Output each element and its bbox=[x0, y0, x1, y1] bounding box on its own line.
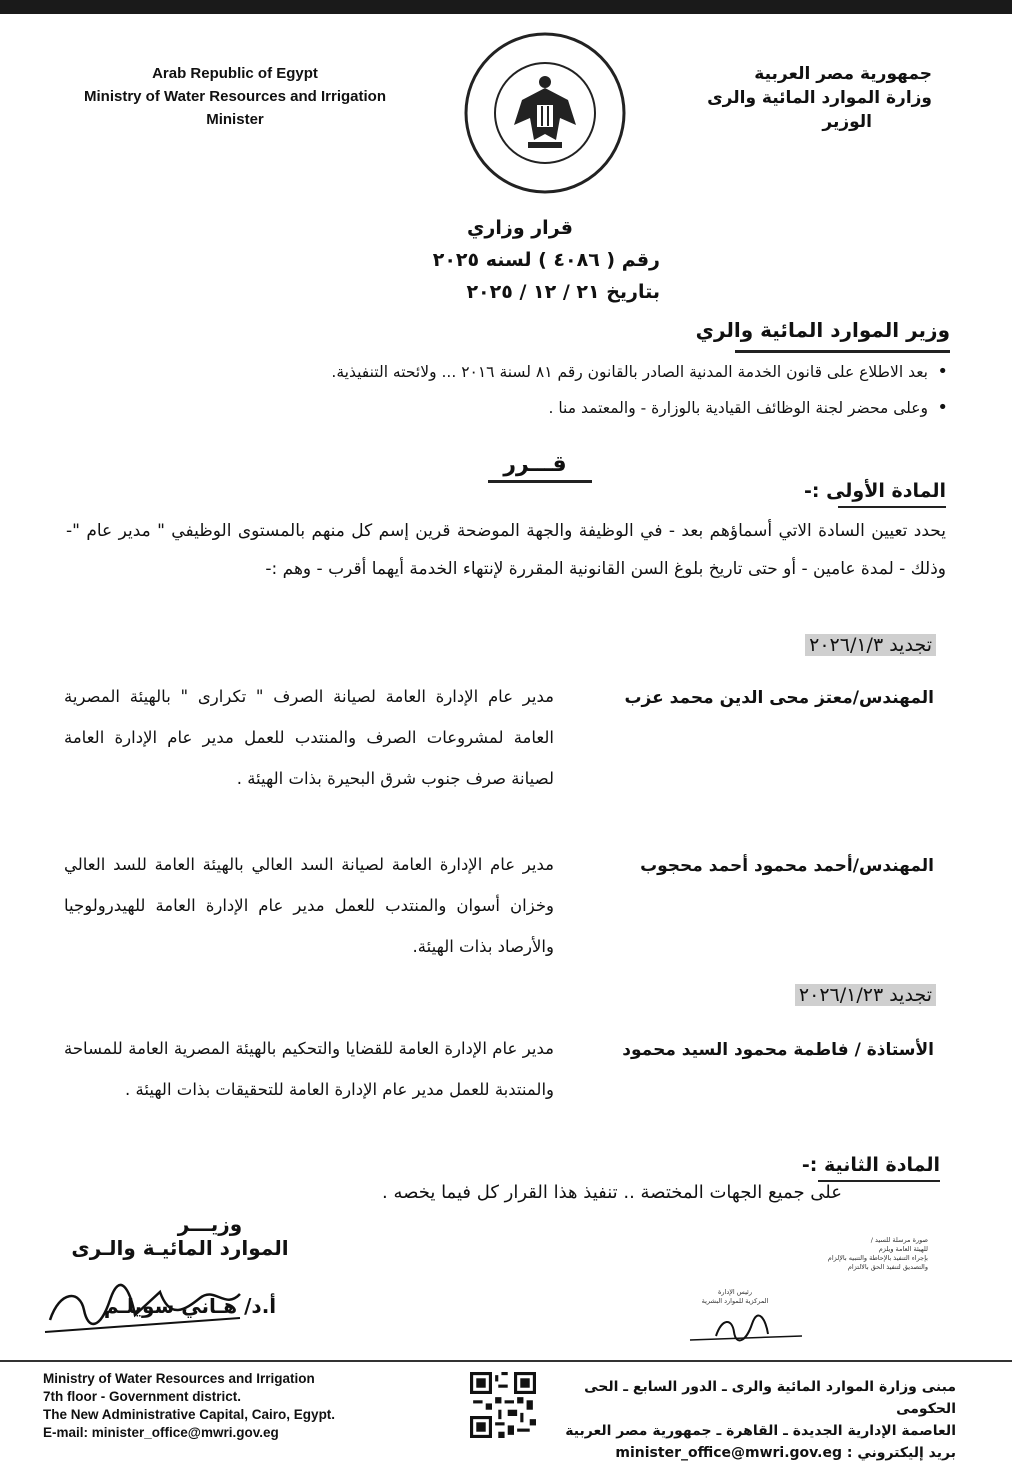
decree-heading: قرار وزاري bbox=[467, 217, 573, 239]
ministry-seal-icon bbox=[462, 30, 628, 196]
appointee-position: مدير عام الإدارة العامة لصيانة الصرف " تكرارى " بالهيئة المصرية العامة لمشروعات الصرف والمنتدب للعمل مدير عام الإدارة العامة لصيانة صرف جنوب شرق البحيرة بذات الهيئة . bbox=[64, 687, 554, 788]
appointee-position: مدير عام الإدارة العامة لصيانة السد العالي بالهيئة العامة للسد العالي وخزان أسوان والمنتدب للعمل مدير عام الإدارة العامة للهيدرولوجيا والأرصاد بذات الهيئة. bbox=[64, 855, 554, 956]
signer-title: وزيـــر bbox=[177, 1212, 243, 1236]
footer-building-ar: مبنى وزارة الموارد المائية والرى ـ الدور السابع ـ الحى الحكومى bbox=[584, 1379, 956, 1417]
footer-address-en bbox=[43, 1370, 383, 1442]
stamp-line: للهيئة العامة ويلزم bbox=[878, 1245, 928, 1253]
appointee-name: المهندس/معتز محى الدين محمد عزب bbox=[624, 688, 934, 708]
qr-code-icon bbox=[470, 1372, 536, 1438]
stamp-line: صورة مرسلة للسيد / bbox=[870, 1236, 928, 1244]
footer-floor: 7th floor - Government district. bbox=[43, 1389, 242, 1404]
footer-ministry: Ministry of Water Resources and Irrigation bbox=[43, 1371, 315, 1386]
divider bbox=[838, 506, 946, 508]
footer-email-ar: بريد إليكتروني : minister_office@mwri.gov.eg bbox=[615, 1445, 956, 1461]
arabic-letterhead bbox=[672, 62, 932, 134]
article-1-text: يحدد تعيين السادة الاتي أسماؤهم بعد - في الوظيفة والجهة الموضحة قرين إسم كل منهم بالمستوى الوظيفي " مدير عام "- وذلك - لمدة عامين - أو حتى تاريخ بلوغ السن القانونية المقررة لإنتهاء الخدمة أيهما أقرب - وهم :- bbox=[66, 521, 946, 579]
signer-name: أ.د/ هـاني سويلـم bbox=[103, 1294, 277, 1318]
initials-signature-icon bbox=[686, 1314, 806, 1348]
decree-number: رقم ( ٤٠٨٦ ) لسنه ٢٠٢٥ bbox=[432, 249, 660, 271]
country-name: Arab Republic of Egypt bbox=[152, 65, 318, 82]
stamp-line: رئيس الإدارة bbox=[717, 1288, 753, 1296]
footer-city-ar: العاصمة الإدارية الجديدة ـ القاهرة ـ جمهورية مصر العربية bbox=[565, 1423, 956, 1439]
appointee-name: المهندس/أحمد محمود أحمد محجوب bbox=[640, 856, 934, 876]
decree-date: بتاريخ ٢١ / ١٢ / ٢٠٢٥ bbox=[466, 281, 660, 303]
divider bbox=[735, 350, 950, 353]
handwritten-signature-icon bbox=[40, 1280, 250, 1340]
footer-divider bbox=[0, 1360, 1012, 1362]
article-2-heading: المادة الثانية :- bbox=[801, 1154, 940, 1176]
renewal-note bbox=[799, 632, 942, 658]
country-name-ar: جمهورية مصر العربية bbox=[754, 64, 932, 84]
decree-title bbox=[360, 212, 680, 308]
issuer-title: وزير الموارد المائية والري bbox=[695, 318, 950, 342]
divider bbox=[488, 480, 592, 483]
scan-top-border bbox=[0, 0, 1012, 14]
office-name: Minister bbox=[206, 111, 264, 128]
hr-stamp bbox=[690, 1288, 780, 1306]
appointee-position: مدير عام الإدارة العامة للقضايا والتحكيم بالهيئة المصرية العامة للمساحة والمنتدبة للعمل مدير عام الإدارة العامة للتحقيقات بذات الهيئة . bbox=[64, 1039, 554, 1099]
renewal-date: تجديد ٢٠٢٦/١/٣ bbox=[805, 634, 936, 656]
preamble-item: • بعد الاطلاع على قانون الخدمة المدنية الصادر بالقانون رقم ٨١ لسنة ٢٠١٦ ... ولائحته التنفيذية. bbox=[230, 354, 950, 390]
ministry-name: Ministry of Water Resources and Irrigation bbox=[84, 88, 386, 105]
article-1-heading: المادة الأولى :- bbox=[803, 480, 946, 502]
ministry-name-ar: وزارة الموارد المائية والرى bbox=[707, 88, 932, 108]
stamp-line: والتصديق لتنفيذ الحق بالالتزام bbox=[847, 1263, 928, 1271]
appointee-name: الأستاذة / فاطمة محمود السيد محمود bbox=[622, 1040, 934, 1060]
signer-ministry: الموارد المائيـة والـرى bbox=[71, 1236, 289, 1260]
preamble-item: • وعلى محضر لجنة الوظائف القيادية بالوزارة - والمعتمد منا . bbox=[230, 390, 950, 426]
english-letterhead bbox=[80, 62, 390, 131]
footer-city: The New Administrative Capital, Cairo, Egypt. bbox=[43, 1407, 336, 1422]
article-2-text: على جميع الجهات المختصة .. تنفيذ هذا القرار كل فيما يخصه . bbox=[382, 1182, 842, 1203]
decides-heading: قـــرر bbox=[503, 452, 567, 477]
renewal-note bbox=[789, 982, 942, 1008]
stamp-line: بإجراء التنفيذ بالإحاطة والتنبيه بالإلزام bbox=[827, 1254, 928, 1262]
office-name-ar: الوزير bbox=[822, 112, 872, 132]
footer-email: E-mail: minister_office@mwri.gov.eg bbox=[43, 1425, 279, 1440]
stamp-line: المركزية للموارد البشرية bbox=[701, 1297, 769, 1305]
renewal-date: تجديد ٢٠٢٦/١/٢٣ bbox=[795, 984, 936, 1006]
preamble-list bbox=[230, 354, 950, 426]
distribution-stamp bbox=[778, 1236, 928, 1272]
